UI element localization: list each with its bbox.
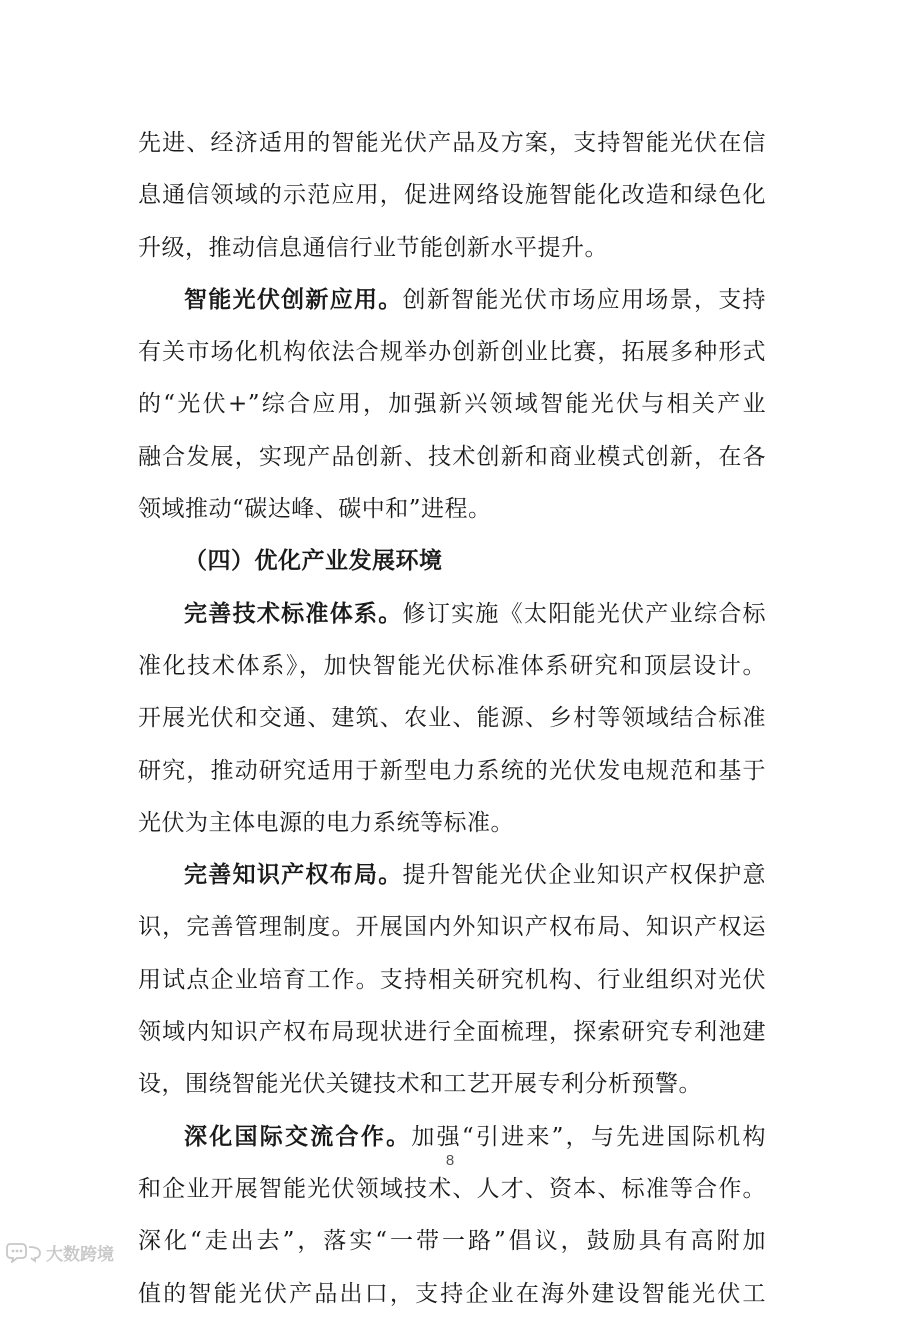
- text-line: 和企业开展智能光伏领域技术、人才、资本、标准等合作。: [138, 1175, 766, 1202]
- text-line: 识，完善管理制度。开展国内外知识产权布局、知识产权运: [138, 914, 766, 941]
- text-line: [138, 274, 766, 326]
- text-line: [138, 588, 766, 640]
- text-line: 升级，推动信息通信行业节能创新水平提升。: [138, 234, 608, 261]
- text-line: [138, 849, 766, 901]
- text-line: 先进、经济适用的智能光伏产品及方案，支持智能光伏在信: [138, 130, 766, 156]
- paragraph-heading: 智能光伏创新应用。: [184, 286, 403, 313]
- text-line: 领域推动“碳达峰、碳中和”进程。: [138, 496, 492, 523]
- text-line: 息通信领域的示范应用，促进网络设施智能化改造和绿色化: [138, 182, 766, 209]
- text-span: 提升智能光伏企业知识产权保护意: [402, 862, 766, 889]
- text-line: 领域内知识产权布局现状进行全面梳理，探索研究专利池建: [138, 1019, 766, 1046]
- text-line: 的“光伏+”综合应用，加强新兴领域智能光伏与相关产业: [138, 391, 766, 418]
- document-body: [138, 117, 766, 1320]
- paragraph-standards-system: [138, 588, 766, 849]
- paragraph-ip-layout: [138, 849, 766, 1110]
- paragraph-international-cooperation: [138, 1111, 766, 1320]
- text-span: 修订实施《太阳能光伏产业综合标: [402, 600, 766, 627]
- text-span: 创新智能光伏市场应用场景，支持: [402, 286, 766, 313]
- paragraph-continuation: [138, 117, 766, 274]
- text-line: 值的智能光伏产品出口，支持企业在海外建设智能光伏工: [138, 1280, 766, 1307]
- watermark: [6, 1240, 114, 1264]
- text-line: 准化技术体系》，加快智能光伏标准体系研究和顶层设计。: [138, 652, 766, 679]
- text-line: 开展光伏和交通、建筑、农业、能源、乡村等领域结合标准: [138, 705, 766, 732]
- text-line: 有关市场化机构依法合规举办创新创业比赛，拓展多种形式: [138, 339, 766, 366]
- text-line: 深化“走出去”，落实“一带一路”倡议，鼓励具有高附加: [138, 1228, 766, 1255]
- paragraph-heading: 深化国际交流合作。: [184, 1123, 412, 1150]
- text-span: 加强“引进来”，与先进国际机构: [411, 1123, 766, 1150]
- text-line: 研究，推动研究适用于新型电力系统的光伏发电规范和基于: [138, 757, 766, 784]
- text-line: 融合发展，实现产品创新、技术创新和商业模式创新，在各: [138, 443, 766, 470]
- paragraph-heading: 完善技术标准体系。: [184, 600, 403, 627]
- text-line: 光伏为主体电源的电力系统等标准。: [138, 809, 514, 836]
- text-line: 用试点企业培育工作。支持相关研究机构、行业组织对光伏: [138, 966, 766, 993]
- paragraph-smart-pv-innovation: [138, 274, 766, 535]
- paragraph-heading: 完善知识产权布局。: [184, 862, 403, 889]
- page-number: 8: [445, 1152, 455, 1169]
- watermark-text: 大数跨境: [46, 1244, 114, 1265]
- chat-bubble-logo-icon: [6, 1241, 42, 1263]
- text-line: 设，围绕智能光伏关键技术和工艺开展专利分析预警。: [138, 1071, 702, 1098]
- section-heading: （四）优化产业发展环境: [184, 548, 443, 575]
